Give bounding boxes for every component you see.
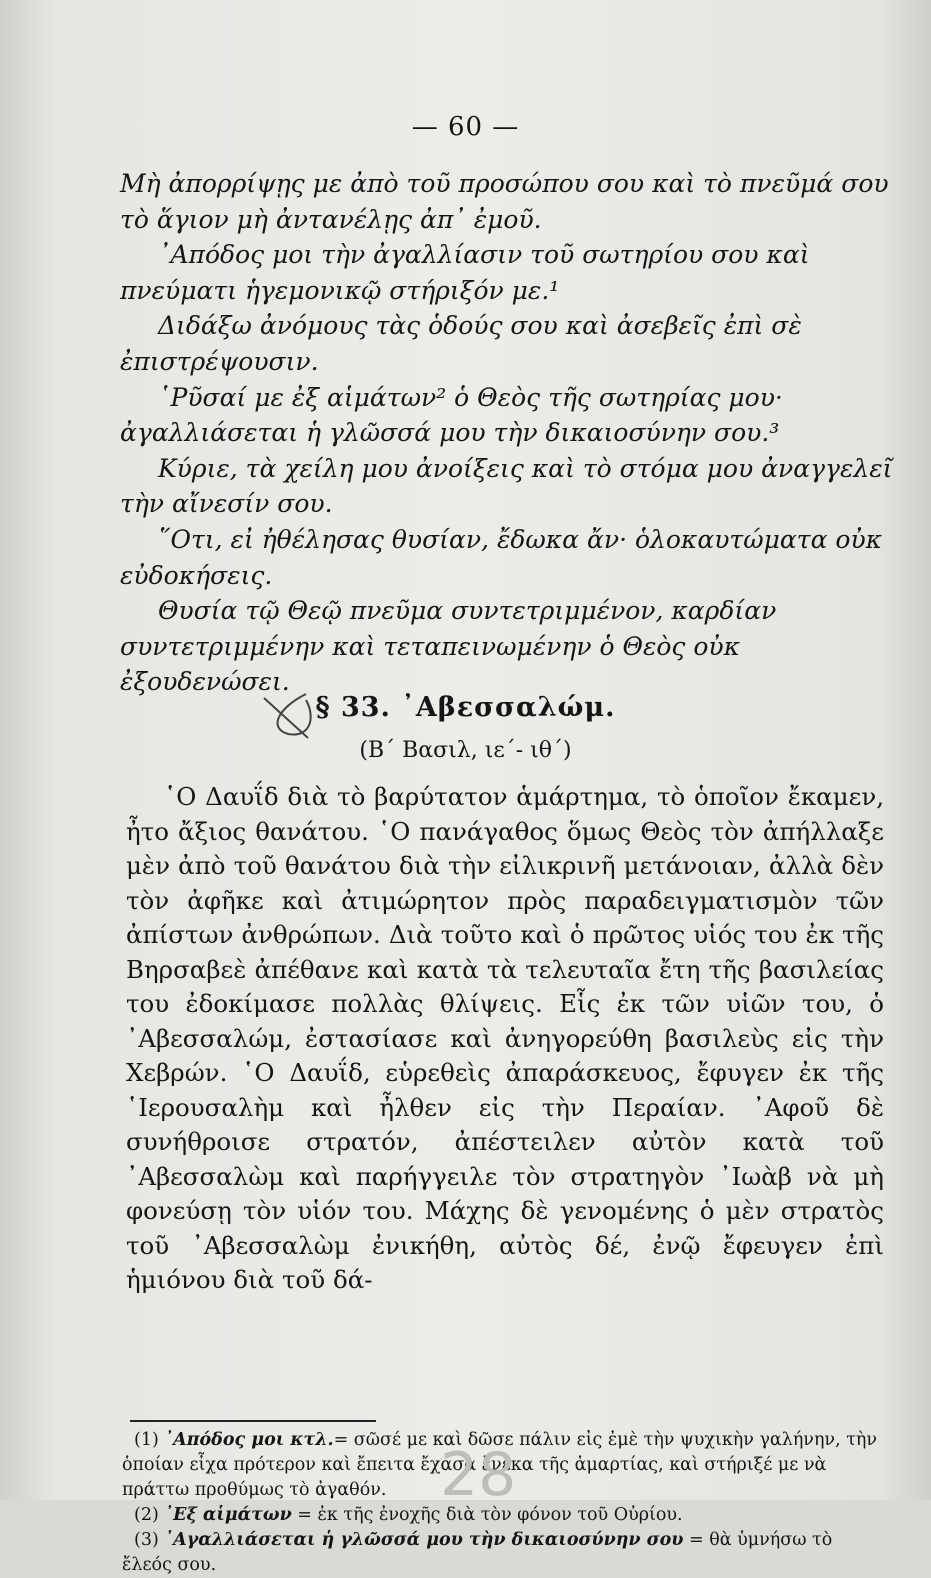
body-paragraph: ῾Ο Δαυΐδ διὰ τὸ βαρύτατον ἁμάρτημα, τὸ ὁποῖον ἔκαμεν, ἦτο ἄξιος θανάτου. ῾Ο πανάγαθος ὅμως Θεὸς τὸν ἀπήλλαξε μὲν ἀπὸ τοῦ θανάτου διὰ τὴν εἰλικρινῆ μετάνοιαν, ἀλλὰ δὲν τὸν ἀφῆκε καὶ ἀτιμώρητον πρὸς παραδειγματισμὸν τῶν ἀπίστων ἀνθρώπων. Διὰ τοῦτο καὶ ὁ πρῶτος υἱός του ἐκ τῆς Βηρσαβεὲ ἀπέθανε καὶ κατὰ τὰ τελευταῖα ἔτη τῆς βασιλείας του ἐδοκίμασε πολλὰς θλίψεις. Εἷς ἐκ τῶν υἱῶν του, ὁ ᾽Αβεσσαλώμ, ἐστασίασε καὶ ἀνηγορεύθη βασιλεὺς εἰς τὴν Χεβρών. ῾Ο Δαυΐδ, εὑρεθεὶς ἀπαράσκευος, ἔφυγεν ἐκ τῆς ῾Ιερουσαλὴμ καὶ ἦλθεν εἰς τὴν Περαίαν. ᾽Αφοῦ δὲ συνήθροισε στρατόν, ἀπέστειλεν αὐτὸν κατὰ τοῦ ᾽Αβεσσαλὼμ καὶ παρήγγειλε τὸν στρατηγὸν ᾽Ιωὰβ νὰ μὴ φονεύσῃ τὸν υἱόν του. Μάχης δὲ γενομένης ὁ μὲν στρατὸς τοῦ ᾽Αβεσσαλὼμ ἐνικήθη, αὐτὸς δέ, ἐνῷ ἔφευγεν ἐπὶ ἡμιόνου διὰ τοῦ δά- [126,782,884,1294]
footnote-lemma: ᾽Αγαλλιάσεται ἡ γλῶσσά μου τὴν δικαιοσύνην σου [164,1530,684,1550]
footnote-rule [130,1420,376,1422]
psalm-verses [120,166,900,700]
footnote-marker: (1) [134,1430,159,1450]
psalm-verse: Θυσία τῷ Θεῷ πνεῦμα συντετριμμένον, καρδίαν συντετριμμένην καὶ τεταπεινωμένην ὁ Θεὸς οὐκ ἐξουδενώσει. [120,596,777,697]
footnote-marker: (3) [134,1530,159,1550]
footnote-text: = θὰ ὑμνήσω τὸ ἔλεός σου. [122,1530,833,1575]
footnote-marker: (2) [134,1505,159,1525]
psalm-verse: Μὴ ἀπορρίψῃς με ἀπὸ τοῦ προσώπου σου καὶ τὸ πνεῦμά σου τὸ ἅγιον μὴ ἀντανέλῃς ἀπ᾽ ἐμοῦ. [120,169,889,234]
section-reference: (Β΄ Βασιλ, ιε΄- ιθ΄) [359,738,572,763]
psalm-verse: ᾽Απόδος μοι τὴν ἀγαλλίασιν τοῦ σωτηρίου σου καὶ πνεύματι ἡγεμονικῷ στήριξόν με.¹ [120,240,810,305]
psalm-verse: Διδάξω ἀνόμους τὰς ὁδούς σου καὶ ἀσεβεῖς ἐπὶ σὲ ἐπιστρέψουσιν. [120,311,802,376]
section-heading: § 33. ᾽Αβεσσαλώμ. [315,692,616,723]
footnote-text: = ἐκ τῆς ἐνοχῆς διὰ τὸν φόνον τοῦ Οὐρίου. [297,1505,683,1525]
footnote-text: = σῶσέ με καὶ δῶσε πάλιν εἰς ἐμὲ τὴν ψυχικὴν γαλήνην, τὴν ὁποίαν εἶχα πρότερον καὶ ἔπειτα ἔχασα ἕνεκα τῆς ἁμαρτίας, καὶ στήριξέ με νὰ πράττω προθύμως τὸ ἀγαθόν. [122,1430,878,1500]
section-body [126,780,884,1298]
page-number: — 60 — [411,112,520,142]
footnote-lemma: ᾽Απόδος μοι κτλ. [164,1430,334,1450]
psalm-verse: Κύριε, τὰ χείλη μου ἀνοίξεις καὶ τὸ στόμα μου ἀναγγελεῖ τὴν αἴνεσίν σου. [120,453,893,519]
pencil-annotation: 28 [440,1440,517,1510]
psalm-verse: ῞Οτι, εἰ ἠθέλησας θυσίαν, ἔδωκα ἄν· ὁλοκαυτώματα οὐκ εὐδοκήσεις. [120,524,883,590]
footnote-lemma: ᾽Εξ αἱμάτων [164,1505,292,1525]
psalm-verse: ῾Ρῦσαί με ἐξ αἱμάτων² ὁ Θεὸς τῆς σωτηρίας μου· ἀγαλλιάσεται ἡ γλῶσσά μου τὴν δικαιοσύνην σου.³ [120,382,783,448]
footnote [122,1528,882,1578]
